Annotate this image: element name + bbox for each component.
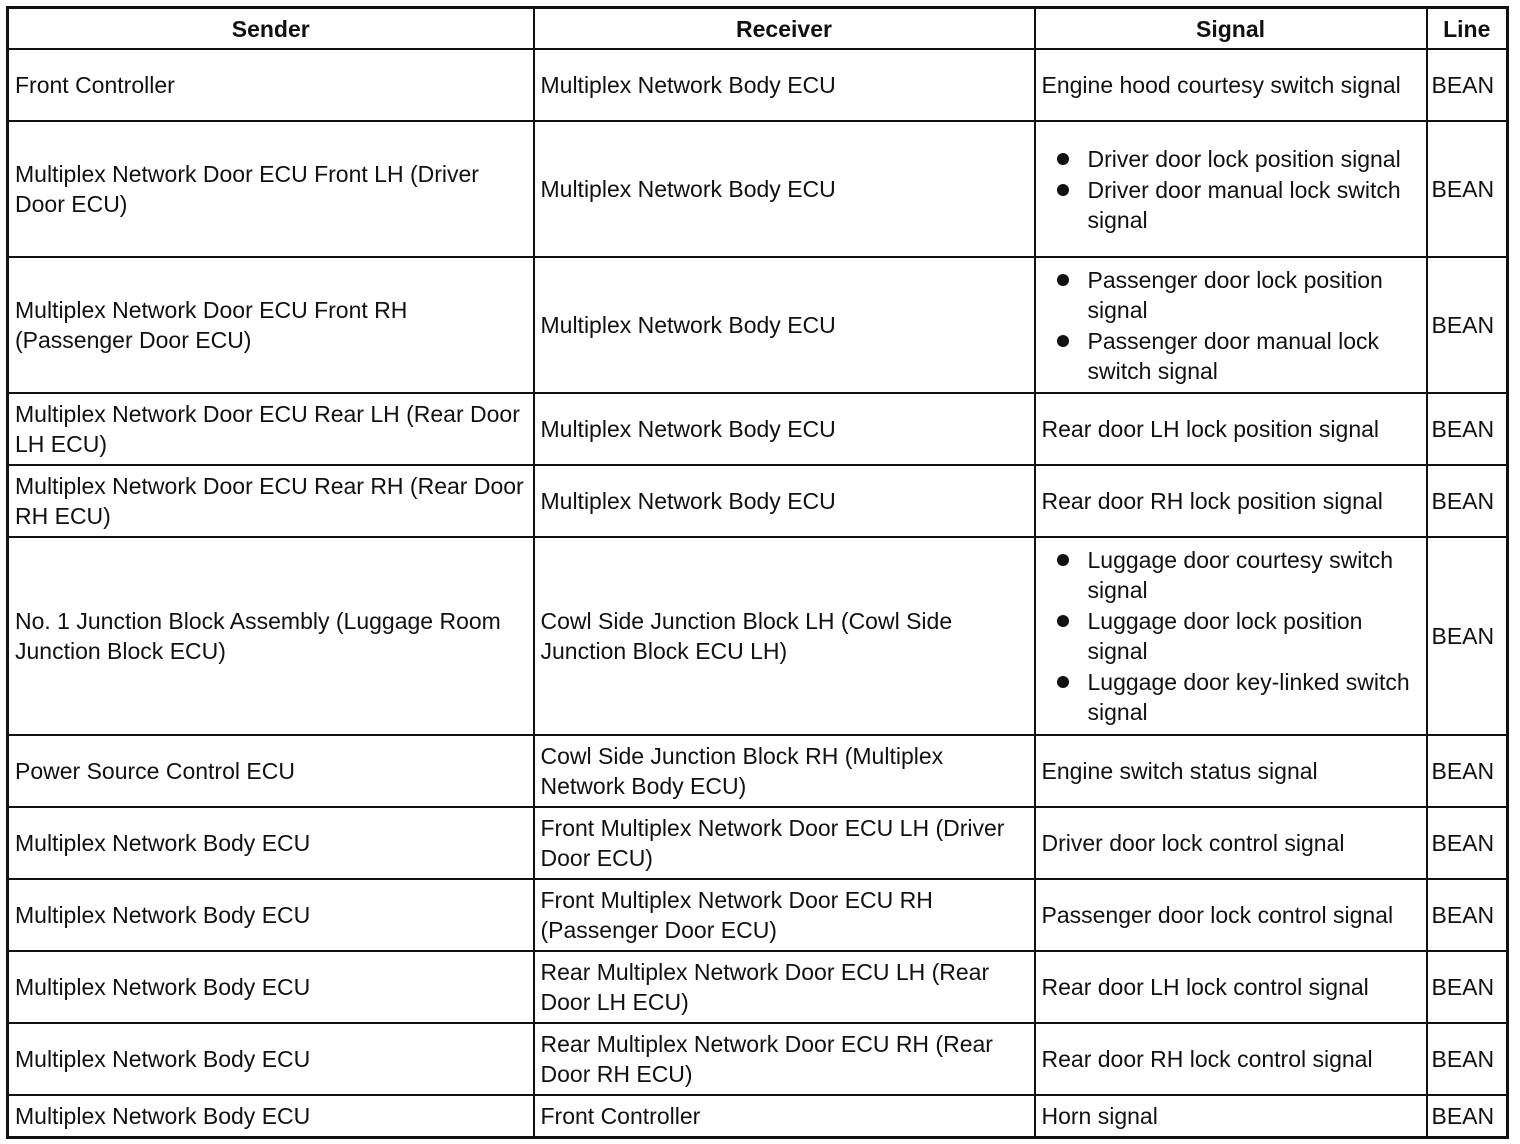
table-body <box>8 49 1508 1138</box>
receiver-cell: Multiplex Network Body ECU <box>534 49 1035 121</box>
table-row <box>8 951 1508 1023</box>
line-cell: BEAN <box>1427 257 1508 393</box>
line-cell: BEAN <box>1427 951 1508 1023</box>
signal-bullet-item: Luggage door key-linked switch signal <box>1088 667 1420 727</box>
line-cell: BEAN <box>1427 807 1508 879</box>
signal-cell: Rear door RH lock position signal <box>1035 465 1427 537</box>
sender-cell: Multiplex Network Body ECU <box>8 1023 534 1095</box>
receiver-cell: Front Multiplex Network Door ECU RH (Passenger Door ECU) <box>534 879 1035 951</box>
line-header: Line <box>1427 8 1508 50</box>
receiver-cell: Multiplex Network Body ECU <box>534 465 1035 537</box>
signal-cell <box>1035 257 1427 393</box>
sender-cell: Multiplex Network Body ECU <box>8 879 534 951</box>
table-row <box>8 1023 1508 1095</box>
receiver-cell: Multiplex Network Body ECU <box>534 121 1035 257</box>
signal-bullet-item: Passenger door manual lock switch signal <box>1088 326 1420 386</box>
signal-cell: Passenger door lock control signal <box>1035 879 1427 951</box>
signal-bullet-item: Luggage door lock position signal <box>1088 606 1420 666</box>
receiver-cell: Rear Multiplex Network Door ECU RH (Rear Door RH ECU) <box>534 1023 1035 1095</box>
sender-cell: Multiplex Network Body ECU <box>8 951 534 1023</box>
sender-cell: Multiplex Network Door ECU Front LH (Driver Door ECU) <box>8 121 534 257</box>
signal-cell: Rear door LH lock control signal <box>1035 951 1427 1023</box>
receiver-cell: Cowl Side Junction Block LH (Cowl Side Junction Block ECU LH) <box>534 537 1035 735</box>
sender-header: Sender <box>8 8 534 50</box>
signal-bullet-list <box>1042 265 1420 386</box>
sender-cell: Multiplex Network Body ECU <box>8 807 534 879</box>
signal-bullet-list <box>1042 144 1420 235</box>
sender-cell: No. 1 Junction Block Assembly (Luggage Room Junction Block ECU) <box>8 537 534 735</box>
signal-header: Signal <box>1035 8 1427 50</box>
signal-cell <box>1035 537 1427 735</box>
signal-cell: Driver door lock control signal <box>1035 807 1427 879</box>
sender-cell: Front Controller <box>8 49 534 121</box>
signal-bullet-item: Passenger door lock position signal <box>1088 265 1420 325</box>
table-row <box>8 393 1508 465</box>
signal-cell: Engine switch status signal <box>1035 735 1427 807</box>
sender-cell: Multiplex Network Body ECU <box>8 1095 534 1138</box>
receiver-cell: Multiplex Network Body ECU <box>534 257 1035 393</box>
line-cell: BEAN <box>1427 465 1508 537</box>
signal-cell: Rear door LH lock position signal <box>1035 393 1427 465</box>
receiver-header: Receiver <box>534 8 1035 50</box>
table-row <box>8 735 1508 807</box>
table-row <box>8 257 1508 393</box>
sender-cell: Multiplex Network Door ECU Rear RH (Rear Door RH ECU) <box>8 465 534 537</box>
signal-cell <box>1035 121 1427 257</box>
table-row <box>8 537 1508 735</box>
signal-bullet-item: Driver door lock position signal <box>1088 144 1420 174</box>
table-row <box>8 465 1508 537</box>
line-cell: BEAN <box>1427 1023 1508 1095</box>
receiver-cell: Front Controller <box>534 1095 1035 1138</box>
communication-table-sheet <box>6 6 1506 1139</box>
sender-cell: Power Source Control ECU <box>8 735 534 807</box>
signal-bullet-item: Luggage door courtesy switch signal <box>1088 545 1420 605</box>
table-row <box>8 879 1508 951</box>
table-row <box>8 1095 1508 1138</box>
receiver-cell: Rear Multiplex Network Door ECU LH (Rear Door LH ECU) <box>534 951 1035 1023</box>
receiver-cell: Front Multiplex Network Door ECU LH (Driver Door ECU) <box>534 807 1035 879</box>
table-row <box>8 121 1508 257</box>
signal-bullet-item: Driver door manual lock switch signal <box>1088 175 1420 235</box>
signal-bullet-list <box>1042 545 1420 727</box>
line-cell: BEAN <box>1427 537 1508 735</box>
sender-cell: Multiplex Network Door ECU Front RH (Passenger Door ECU) <box>8 257 534 393</box>
line-cell: BEAN <box>1427 1095 1508 1138</box>
header-row <box>8 8 1508 50</box>
line-cell: BEAN <box>1427 735 1508 807</box>
signal-cell: Engine hood courtesy switch signal <box>1035 49 1427 121</box>
sender-cell: Multiplex Network Door ECU Rear LH (Rear Door LH ECU) <box>8 393 534 465</box>
line-cell: BEAN <box>1427 121 1508 257</box>
line-cell: BEAN <box>1427 879 1508 951</box>
line-cell: BEAN <box>1427 49 1508 121</box>
table-row <box>8 49 1508 121</box>
table-header <box>8 8 1508 50</box>
communication-table <box>6 6 1509 1139</box>
receiver-cell: Cowl Side Junction Block RH (Multiplex Network Body ECU) <box>534 735 1035 807</box>
signal-cell: Rear door RH lock control signal <box>1035 1023 1427 1095</box>
table-row <box>8 807 1508 879</box>
signal-cell: Horn signal <box>1035 1095 1427 1138</box>
line-cell: BEAN <box>1427 393 1508 465</box>
receiver-cell: Multiplex Network Body ECU <box>534 393 1035 465</box>
